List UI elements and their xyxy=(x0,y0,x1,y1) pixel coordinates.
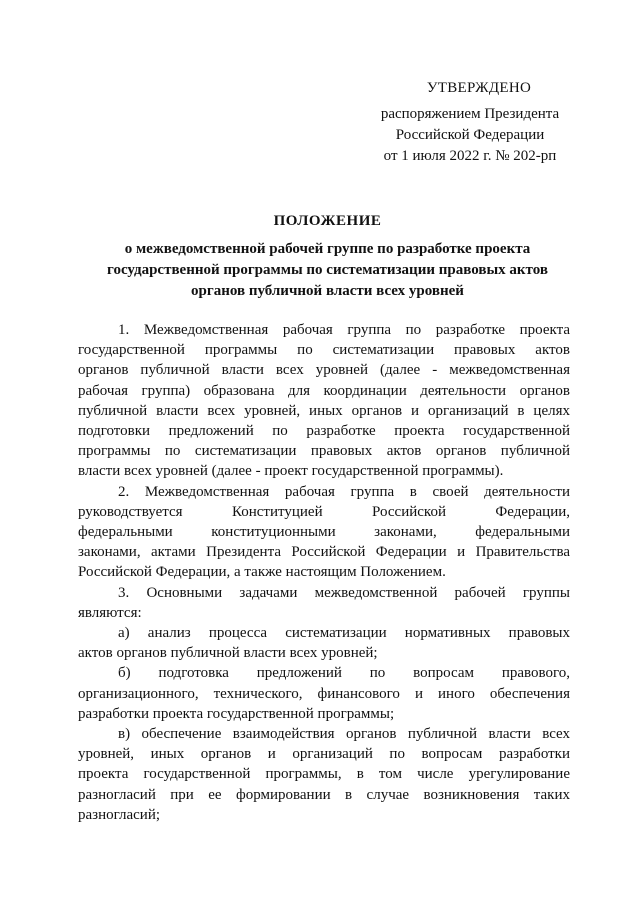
paragraph-line: руководствуется Конституцией Российской Федерации, xyxy=(78,503,570,520)
paragraph-line: актов органов публичной власти всех уровней; xyxy=(78,645,378,662)
paragraph-line: разногласий при ее формировании в случае возникновения таких xyxy=(78,786,570,803)
paragraph-line: проекта государственной программы, в том числе урегулирование xyxy=(78,766,570,783)
paragraph xyxy=(78,583,570,623)
paragraph-line: органов публичной власти всех уровней (далее - межведомственная xyxy=(78,362,570,379)
paragraph-line: публичной власти всех уровней, иных органов и организаций в целях xyxy=(78,402,570,419)
document-body xyxy=(78,320,570,825)
paragraph-line: законами, актами Президента Российской Федерации и Правительства xyxy=(78,544,570,561)
paragraph-line: организационного, технического, финансового и иного обеспечения xyxy=(78,685,570,702)
approval-line: Российской Федерации xyxy=(395,127,545,143)
paragraph-line: разработки проекта государственной программы; xyxy=(78,705,395,722)
approval-line: от 1 июля 2022 г. № 202-рп xyxy=(383,148,557,164)
paragraph-line: являются: xyxy=(78,604,142,621)
paragraph-line: 3. Основными задачами межведомственной рабочей группы xyxy=(118,584,570,601)
document-subtitle-line: государственной программы по систематизации правовых актов xyxy=(107,262,548,278)
paragraph-line: в) обеспечение взаимодействия органов публичной власти всех xyxy=(118,726,570,743)
paragraph xyxy=(78,320,570,482)
paragraph xyxy=(78,482,570,583)
document-title: ПОЛОЖЕНИЕ xyxy=(273,213,382,229)
paragraph-line: а) анализ процесса систематизации нормативных правовых xyxy=(118,625,570,642)
approval-heading: УТВЕРЖДЕНО xyxy=(426,80,532,96)
document-subtitle-line: органов публичной власти всех уровней xyxy=(191,283,464,299)
paragraph-line: подготовки предложений по разработке проекта государственной xyxy=(78,423,570,440)
paragraph-line: разногласий; xyxy=(78,806,161,823)
paragraph-line: федеральными конституционными законами, федеральными xyxy=(78,524,570,541)
paragraph-line: б) подготовка предложений по вопросам правового, xyxy=(118,665,570,682)
paragraph-line: рабочая группа) образована для координации деятельности органов xyxy=(78,382,570,399)
paragraph-line: уровней, иных органов и организаций по вопросам разработки xyxy=(78,746,570,763)
paragraph-line: 1. Межведомственная рабочая группа по разработке проекта xyxy=(118,322,570,338)
approval-line: распоряжением Президента xyxy=(380,106,560,122)
paragraph-line: 2. Межведомственная рабочая группа в своей деятельности xyxy=(118,483,570,500)
document-heading xyxy=(70,213,585,302)
paragraph xyxy=(78,623,570,663)
paragraph-line: власти всех уровней (далее - проект государственной программы). xyxy=(78,463,504,480)
paragraph-line: государственной программы по систематизации правовых актов xyxy=(78,342,570,359)
paragraph-line: программы по систематизации правовых актов органов публичной xyxy=(78,443,570,460)
paragraph xyxy=(78,663,570,724)
document-subtitle-line: о межведомственной рабочей группе по разработке проекта xyxy=(124,241,531,257)
approval-stamp xyxy=(360,78,580,167)
paragraph xyxy=(78,724,570,825)
paragraph-line: Российской Федерации, а также настоящим Положением. xyxy=(78,564,446,581)
